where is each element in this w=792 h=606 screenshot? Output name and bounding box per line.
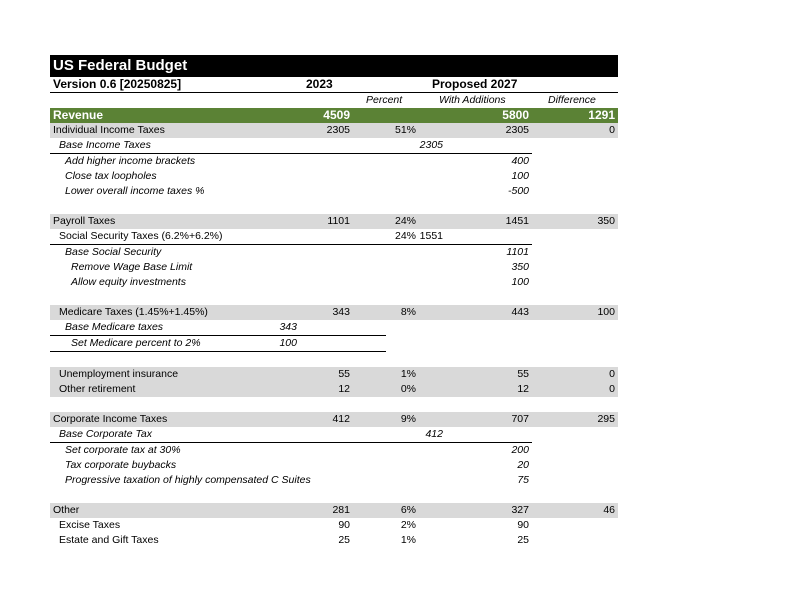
subheader-difference: Difference (548, 94, 596, 106)
table-row (50, 169, 618, 184)
table-row (50, 427, 532, 443)
value-2023: 412 (332, 413, 350, 425)
proposed-value: 400 (511, 155, 529, 167)
proposed-value: 2305 (419, 139, 443, 151)
value-2023: 12 (338, 383, 350, 395)
percent-value: 2% (400, 519, 416, 531)
proposed-value: 200 (511, 444, 529, 456)
table-row (50, 518, 618, 533)
percent-value: 1% (400, 368, 416, 380)
proposed-value: 443 (511, 306, 529, 318)
proposed-value: 100 (511, 276, 529, 288)
row-label: Base Social Security (65, 246, 162, 258)
table-row (50, 184, 618, 199)
row-label: Allow equity investments (71, 276, 186, 288)
table-row (50, 260, 618, 275)
percent-value: 24% (394, 230, 416, 242)
value-2023: 343 (332, 306, 350, 318)
value-2023: 55 (338, 368, 350, 380)
proposed-value: 1101 (506, 246, 529, 258)
proposed-value: 25 (517, 534, 529, 546)
table-row (50, 229, 532, 245)
subheader-with-additions: With Additions (439, 94, 506, 106)
table-row (50, 473, 618, 488)
row-label: Close tax loopholes (65, 170, 157, 182)
row-label: Base Medicare taxes (65, 321, 164, 333)
title-row (50, 55, 618, 77)
spacer-row (50, 199, 618, 214)
difference-value: 46 (603, 504, 615, 516)
row-label: Set corporate tax at 30% (65, 444, 181, 456)
difference-value: 0 (609, 124, 615, 136)
version-row (50, 77, 618, 93)
table-row (50, 154, 618, 169)
proposed-value: 55 (517, 368, 529, 380)
spacer-row (50, 488, 618, 503)
proposed-value: 707 (511, 413, 529, 425)
budget-sheet (50, 55, 618, 548)
difference-value: 0 (609, 383, 615, 395)
subheader-row (50, 93, 618, 108)
subheader-percent: Percent (366, 94, 403, 106)
column-header-proposed: Proposed 2027 (432, 77, 518, 91)
revenue-label: Revenue (53, 108, 104, 122)
table-row (50, 533, 618, 548)
row-label: Add higher income brackets (65, 155, 196, 167)
percent-value: 24% (394, 215, 416, 227)
percent-value: 0% (400, 383, 416, 395)
difference-value: 100 (597, 306, 615, 318)
table-row (50, 367, 618, 382)
percent-value: 1% (400, 534, 416, 546)
row-label: Individual Income Taxes (53, 124, 165, 136)
percent-value: 8% (400, 306, 416, 318)
table-row (50, 443, 618, 458)
row-label: Other (53, 504, 80, 516)
proposed-value: 20 (517, 459, 529, 471)
table-row (50, 123, 618, 138)
sheet-title: US Federal Budget (53, 57, 188, 74)
difference-value: 0 (609, 368, 615, 380)
row-label: Unemployment insurance (59, 368, 179, 380)
revenue-proposed: 5800 (502, 108, 529, 122)
row-label: Estate and Gift Taxes (59, 534, 159, 546)
percent-value: 51% (394, 124, 416, 136)
revenue-difference: 1291 (588, 108, 615, 122)
table-row (50, 275, 618, 290)
row-label: Payroll Taxes (53, 215, 116, 227)
row-label: Other retirement (59, 383, 136, 395)
proposed-value: 343 (279, 321, 297, 333)
proposed-value: 12 (517, 383, 529, 395)
row-label: Lower overall income taxes % (65, 185, 205, 197)
revenue-row (50, 108, 618, 123)
difference-value: 350 (597, 215, 615, 227)
proposed-value: 75 (517, 474, 529, 486)
spacer-row (50, 352, 618, 367)
version-label: Version 0.6 [20250825] (53, 77, 182, 91)
column-header-2023: 2023 (306, 77, 333, 91)
value-2023: 2305 (326, 124, 350, 136)
row-label: Base Income Taxes (59, 139, 151, 151)
row-label: Progressive taxation of highly compensated C Suites (65, 474, 311, 486)
table-row (50, 138, 532, 154)
proposed-value: 100 (511, 170, 529, 182)
proposed-value: 412 (425, 428, 443, 440)
proposed-value: 2305 (505, 124, 529, 136)
row-label: Medicare Taxes (1.45%+1.45%) (59, 306, 208, 318)
proposed-value: -500 (507, 185, 529, 197)
proposed-value: 350 (511, 261, 529, 273)
table-row (50, 503, 618, 518)
spacer-row (50, 397, 618, 412)
percent-value: 9% (400, 413, 416, 425)
row-label: Tax corporate buybacks (65, 459, 177, 471)
value-2023: 1101 (327, 215, 350, 227)
revenue-2023: 4509 (323, 108, 350, 122)
row-label: Social Security Taxes (6.2%+6.2%) (59, 230, 223, 242)
value-2023: 281 (332, 504, 350, 516)
table-row (50, 245, 618, 260)
table-row (50, 320, 386, 336)
table-row (50, 214, 618, 229)
proposed-value: 1451 (505, 215, 529, 227)
difference-value: 295 (597, 413, 615, 425)
row-label: Excise Taxes (59, 519, 121, 531)
table-row (50, 458, 618, 473)
row-label: Base Corporate Tax (59, 428, 152, 440)
row-label: Set Medicare percent to 2% (71, 337, 201, 349)
proposed-value: 90 (517, 519, 529, 531)
row-label: Corporate Income Taxes (53, 413, 168, 425)
table-row (50, 382, 618, 397)
table-row (50, 305, 618, 320)
value-2023: 25 (338, 534, 350, 546)
table-row (50, 412, 618, 427)
row-label: Remove Wage Base Limit (71, 261, 193, 273)
proposed-value: 100 (279, 337, 297, 349)
percent-value: 6% (400, 504, 416, 516)
value-2023: 90 (338, 519, 350, 531)
spacer-row (50, 290, 618, 305)
table-row (50, 336, 386, 352)
budget-rows (50, 123, 618, 548)
proposed-value: 1551 (419, 230, 443, 242)
proposed-value: 327 (511, 504, 529, 516)
